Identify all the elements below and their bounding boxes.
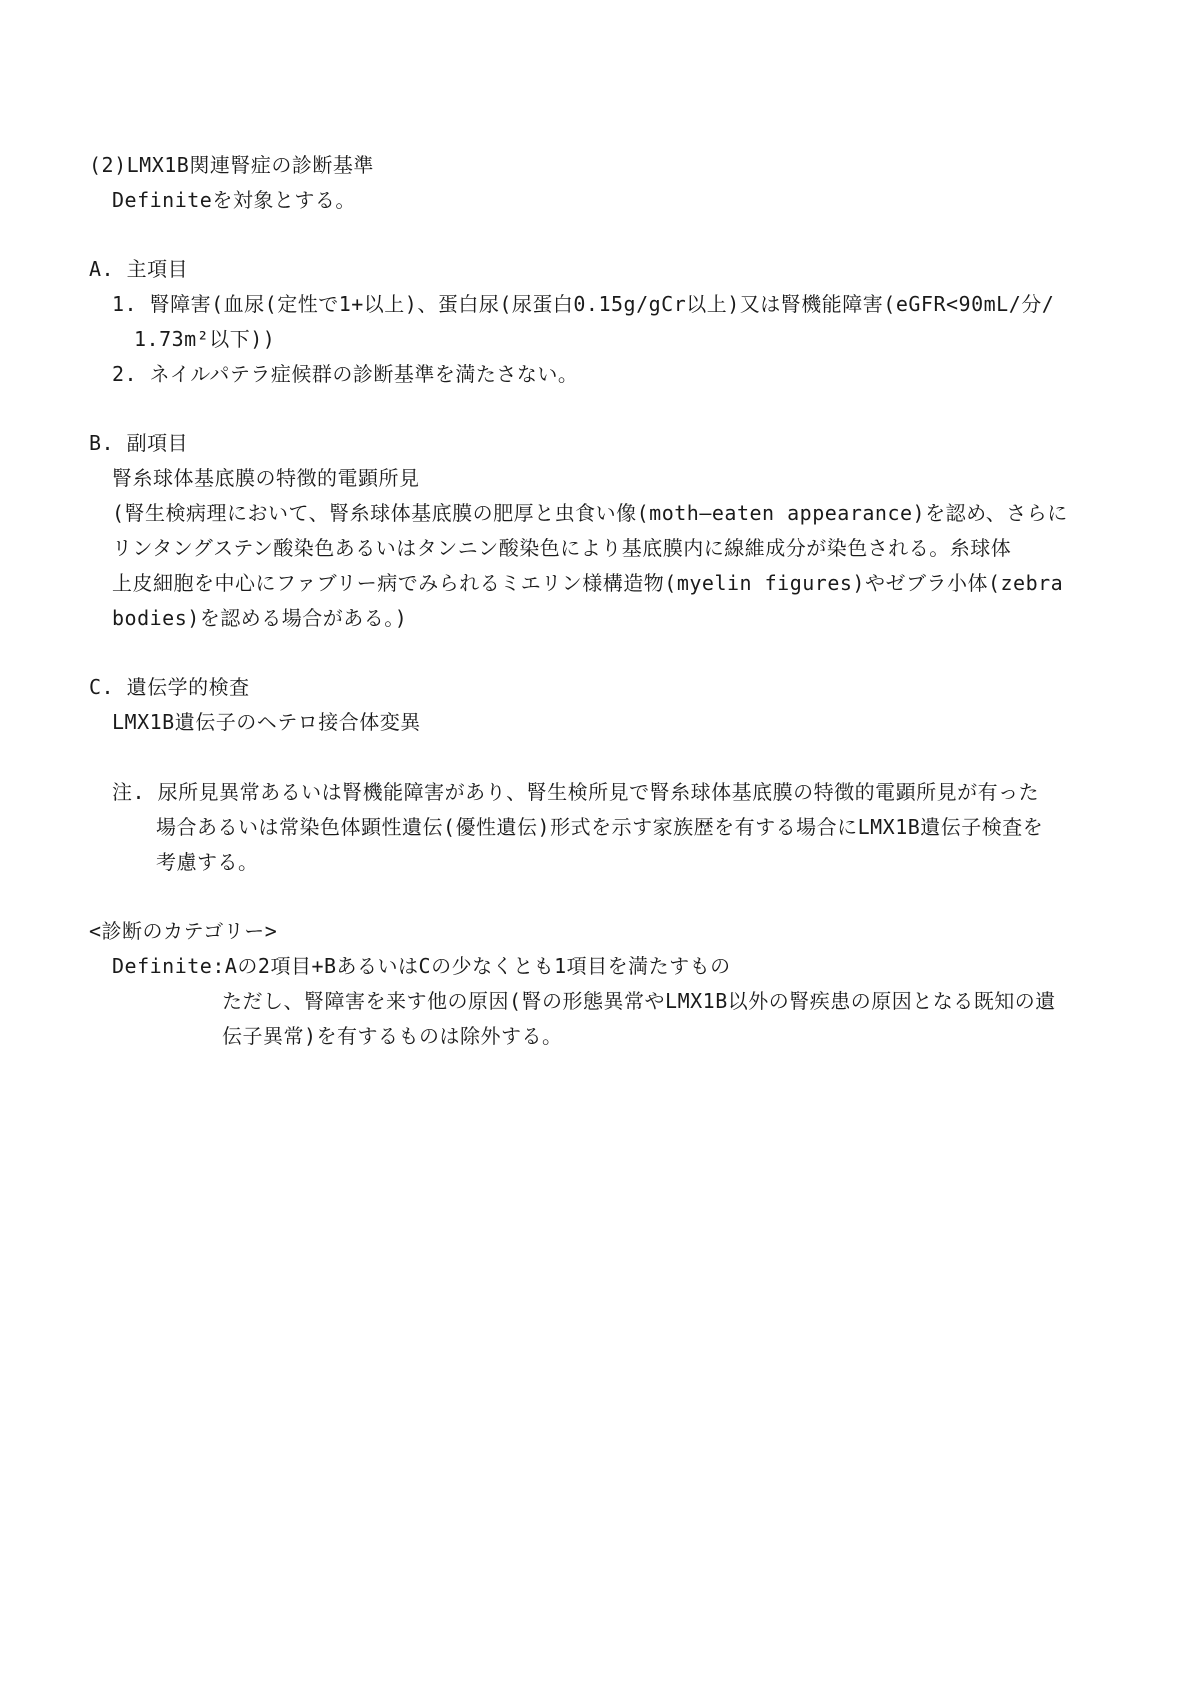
section-b-text-line1: (腎生検病理において、腎糸球体基底膜の肥厚と虫食い像(moth—eaten appearance)を認め、さらに — [112, 501, 1068, 525]
document-heading: (2)LMX1B関連腎症の診断基準 — [89, 153, 374, 177]
intro-text: Definiteを対象とする。 — [112, 188, 356, 212]
section-c-title: C. 遺伝学的検査 — [89, 675, 250, 699]
note-line2: 場合あるいは常染色体顕性遺伝(優性遺伝)形式を示す家族歴を有する場合にLMX1B遺伝子検査を — [156, 815, 1044, 839]
section-a-item1-line1: 1. 腎障害(血尿(定性で1+以上)、蛋白尿(尿蛋白0.15g/gCr以上)又は腎機能障害(eGFR<90mL/分/ — [112, 292, 1055, 316]
category-definite-line2: ただし、腎障害を来す他の原因(腎の形態異常やLMX1B以外の腎疾患の原因となる既知の遺 — [222, 989, 1056, 1013]
category-title: <診断のカテゴリー> — [89, 919, 278, 943]
section-b-text-line4: bodies)を認める場合がある。) — [112, 606, 408, 630]
section-b-text-line2: リンタングステン酸染色あるいはタンニン酸染色により基底膜内に線維成分が染色される。糸球体 — [112, 536, 1012, 560]
section-c-text: LMX1B遺伝子のヘテロ接合体変異 — [112, 710, 421, 734]
section-a-item1-line2: 1.73m²以下)) — [134, 327, 276, 351]
section-a-title: A. 主項目 — [89, 257, 189, 281]
note-line3: 考慮する。 — [156, 850, 259, 874]
section-b-subtitle: 腎糸球体基底膜の特徴的電顕所見 — [112, 466, 420, 490]
section-b-title: B. 副項目 — [89, 431, 189, 455]
category-definite-line1: Definite:Aの2項目+BあるいはCの少なくとも1項目を満たすもの — [112, 954, 731, 978]
section-b-text-line3: 上皮細胞を中心にファブリー病でみられるミエリン様構造物(myelin figures)やゼブラ小体(zebra — [112, 571, 1064, 595]
category-definite-line3: 伝子異常)を有するものは除外する。 — [222, 1024, 563, 1048]
note-line1: 注. 尿所見異常あるいは腎機能障害があり、腎生検所見で腎糸球体基底膜の特徴的電顕所見が有った — [112, 780, 1040, 804]
section-a-item2: 2. ネイルパテラ症候群の診断基準を満たさない。 — [112, 362, 579, 386]
